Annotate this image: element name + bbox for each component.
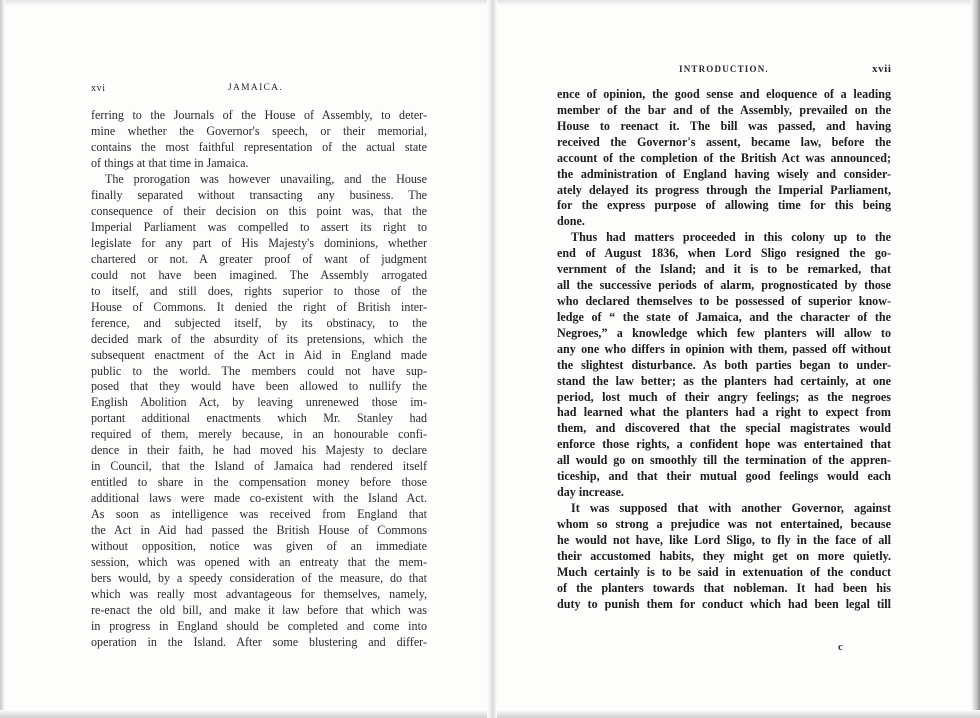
text-line: of the planters towards that nobleman. It had been his: [557, 580, 891, 595]
text-line: account of the completion of the British Act was announced;: [557, 150, 891, 165]
book-gutter: [487, 0, 497, 718]
text-line: enforce those rights, a confident hope was entertained that: [557, 437, 891, 452]
left-page-number: xvi: [91, 83, 106, 94]
text-line: posed that they would have been allowed to nullify the: [91, 379, 427, 394]
text-line: ticeship, and that their mutual good feelings would each: [557, 469, 891, 484]
text-line: any one who differs in opinion with them, passed off without: [557, 341, 891, 356]
text-line: finally separated without transacting any business. The: [91, 187, 427, 202]
text-line: Negroes,” a knowledge which few planters will allow to: [557, 325, 891, 340]
text-line: re-enact the old bill, and make it law before that which was: [91, 603, 427, 618]
text-line: day increase.: [557, 485, 624, 500]
right-page-number: xvii: [872, 63, 892, 75]
text-line: House of Commons. It denied the right of British inter-: [91, 299, 427, 314]
text-line: in progress in England should be completed and come into: [91, 619, 427, 633]
text-line: had learned what the planters had a right to expect from: [557, 405, 891, 420]
text-line: portant additional enactments which Mr. Stanley had: [91, 411, 427, 426]
text-line: vernment of the Island; and it is to be remarked, that: [557, 262, 891, 277]
text-line: who declared themselves to be possessed of superior know-: [557, 293, 891, 308]
text-line: without opposition, notice was given of an immediate: [91, 539, 427, 554]
text-line: the Act in Aid had passed the British House of Commons: [91, 523, 427, 538]
text-line: The prorogation was however unavailing, and the House: [105, 171, 427, 186]
text-line: in Council, that the Island of Jamaica had rendered itself: [91, 459, 427, 474]
text-line: he would not have, like Lord Sligo, to fly in the face of all: [557, 532, 891, 547]
text-line: the slightest disturbance. As both parties began to under-: [557, 357, 891, 372]
text-line: Thus had matters proceeded in this colony up to the: [571, 230, 891, 245]
left-running-title: JAMAICA.: [228, 83, 284, 93]
text-line: required of them, merely because, in an honourable confi-: [91, 427, 427, 442]
text-line: bers would, by a speedy consideration of the measure, do that: [91, 571, 427, 586]
text-line: session, which was opened with an entreaty that the mem-: [91, 555, 427, 570]
text-line: consequence of their decision on this point was, that the: [91, 203, 427, 218]
text-line: to itself, and still does, rights superior to those of the: [91, 283, 427, 298]
text-line: House to reenact it. The bill was passed, and having: [557, 118, 891, 133]
text-line: contains the most faithful representation of the actual state: [91, 139, 427, 154]
text-line: It was supposed that with another Governor, against: [571, 500, 891, 515]
signature-mark: c: [838, 641, 843, 653]
text-line: ference, and subjected itself, by its obstinacy, to the: [91, 315, 427, 330]
text-line: legislate for any part of His Majesty's dominions, whether: [91, 235, 427, 250]
text-line: additional laws were made co-existent with the Island Act.: [91, 491, 427, 506]
right-page-body: [557, 87, 891, 612]
text-line: duty to punish them for conduct which had been legal till: [557, 596, 891, 611]
text-line: ledge of “ the state of Jamaica, and the character of the: [557, 309, 891, 324]
text-line: all would go on smoothly till the termination of the appren-: [557, 453, 891, 468]
text-line: Much certainly is to be said in extenuation of the conduct: [557, 564, 891, 579]
text-line: the administration of England having wisely and consider-: [557, 166, 891, 181]
text-line: done.: [557, 214, 585, 229]
text-line: their accustomed habits, they might get on more quietly.: [557, 548, 891, 563]
text-line: member of the bar and of the Assembly, prevailed on the: [557, 102, 891, 117]
text-line: operation in the Island. After some blustering and differ-: [91, 634, 427, 649]
text-line: received the Governor's assent, became law, before the: [557, 134, 891, 149]
text-line: English Abolition Act, by leaving unrenewed those im-: [91, 395, 427, 410]
text-line: end of August 1836, when Lord Sligo resigned the go-: [557, 246, 891, 261]
text-line: decided mark of the absurdity of its pretensions, which the: [91, 331, 427, 346]
text-line: period, lost much of their angry feelings; as the negroes: [557, 389, 891, 404]
text-line: of things at that time in Jamaica.: [91, 155, 249, 170]
text-line: Imperial Parliament was compelled to assert its right to: [91, 219, 427, 234]
text-line: public to the world. The members could not have sup-: [91, 363, 427, 378]
right-running-title: INTRODUCTION.: [679, 64, 769, 74]
text-line: subsequent enactment of the Act in Aid in England made: [91, 347, 427, 362]
text-line: chartered or not. A greater proof of want of judgment: [91, 251, 427, 266]
text-line: all the successive periods of alarm, prognosticated by those: [557, 278, 891, 293]
text-line: ence of opinion, the good sense and eloquence of a leading: [557, 87, 891, 101]
text-line: whom so strong a prejudice was not entertained, because: [557, 516, 891, 531]
text-line: them, and discovered that the special magistrates would: [557, 421, 891, 436]
text-line: ferring to the Journals of the House of Assembly, to deter-: [91, 108, 427, 122]
text-line: which was really most advantageous for themselves, namely,: [91, 587, 427, 602]
text-line: ately delayed its progress through the Imperial Parliament,: [557, 182, 891, 197]
text-line: dence in their faith, he had moved his Majesty to declare: [91, 443, 427, 458]
text-line: mine whether the Governor's speech, or their memorial,: [91, 123, 427, 138]
left-page-body: [91, 108, 427, 651]
left-page: [0, 0, 487, 718]
right-page: [497, 0, 980, 718]
text-line: As soon as intelligence was received from England that: [91, 507, 427, 522]
text-line: entitled to share in the compensation money before those: [91, 475, 427, 490]
text-line: could not have been imagined. The Assembly arrogated: [91, 267, 427, 282]
text-line: stand the law better; as the planters had certainly, at one: [557, 373, 891, 388]
text-line: for the express purpose of allowing time for this being: [557, 198, 891, 213]
